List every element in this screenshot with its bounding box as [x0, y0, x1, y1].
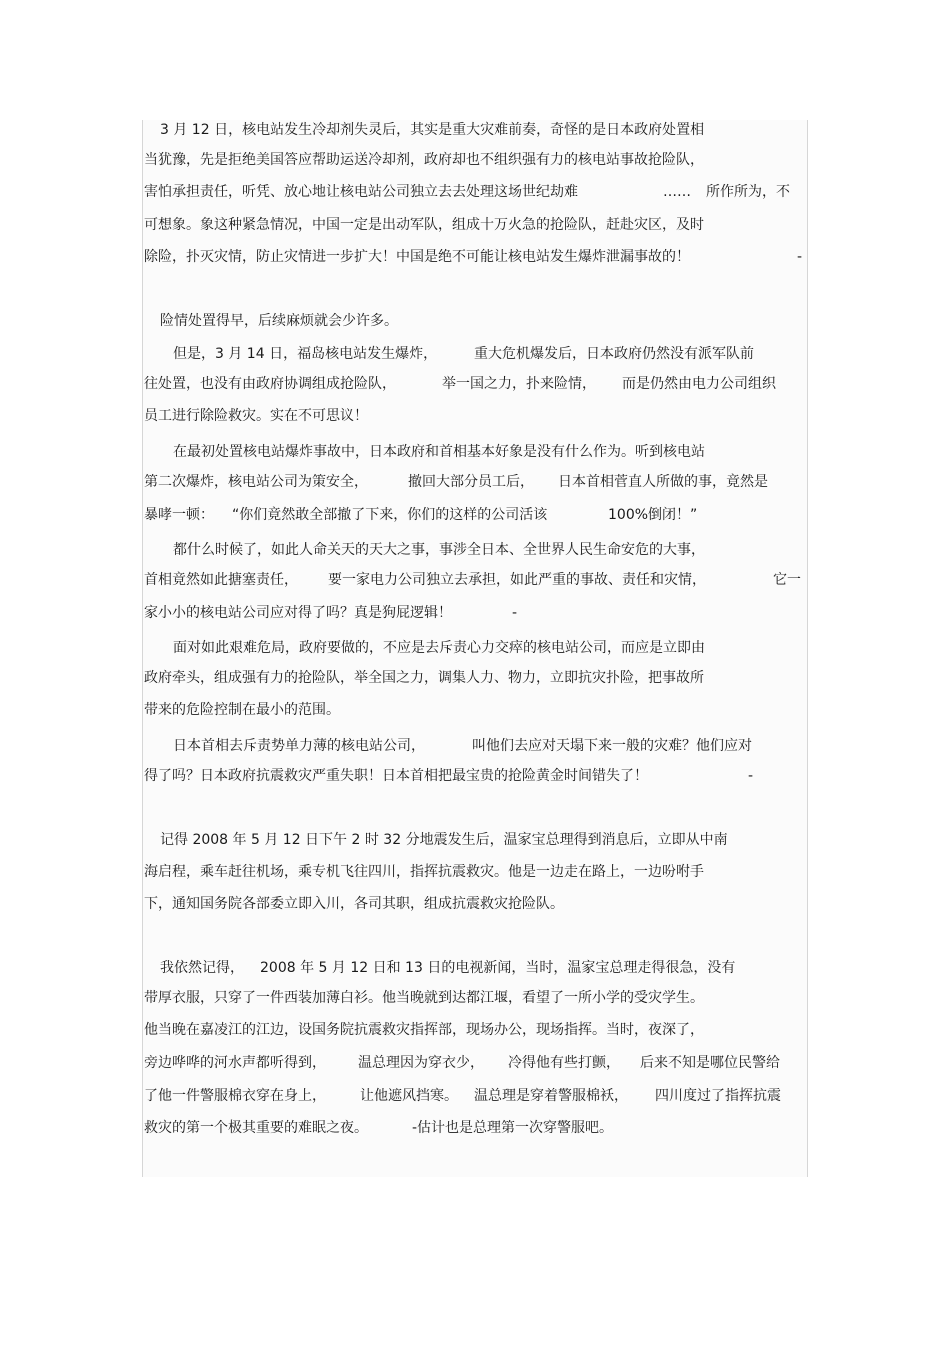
- text-line: 政府牵头，组成强有力的抢险队，举全国之力，调集人力、物力，立即抗灾扑险，把事故所: [144, 670, 704, 686]
- text-line: 叫他们去应对天塌下来一般的灾难？他们应对: [472, 738, 752, 754]
- text-line: 要一家电力公司独立去承担，如此严重的事故、责任和灾情，: [328, 572, 706, 588]
- text-line: 当犹豫，先是拒绝美国答应帮助运送冷却剂，政府却也不组织强有力的核电站事故抢险队，: [144, 152, 704, 168]
- text-line: 害怕承担责任，听凭、放心地让核电站公司独立去去处理这场世纪劫难: [144, 184, 578, 200]
- text-line: 让他遮风挡寒。: [360, 1088, 458, 1104]
- text-line: 暴哮一顿：: [144, 507, 214, 523]
- text-line: 撤回大部分员工后，: [408, 474, 534, 490]
- text-line: 我依然记得，: [160, 960, 244, 976]
- text-line: ……: [663, 184, 691, 200]
- text-line: -估计也是总理第一次穿警服吧。: [412, 1120, 614, 1136]
- text-line: 温总理因为穿衣少，: [358, 1055, 484, 1071]
- text-line: 日本首相去斥责势单力薄的核电站公司，: [173, 738, 425, 754]
- text-line: 旁边哗哗的河水声都听得到，: [144, 1055, 326, 1071]
- text-line: 带厚衣服，只穿了一件西装加薄白衫。他当晚就到达都江堰，看望了一所小学的受灾学生。: [144, 990, 704, 1006]
- text-line: 温总理是穿着警服棉袄，: [474, 1088, 628, 1104]
- text-line: 所作所为，不: [706, 184, 790, 200]
- text-line: 首相竟然如此搪塞责任，: [144, 572, 298, 588]
- text-line: 重大危机爆发后，日本政府仍然没有派军队前: [474, 346, 754, 362]
- text-line: 险情处置得早，后续麻烦就会少许多。: [160, 313, 398, 329]
- text-line: -: [748, 768, 754, 784]
- text-line: “你们竟然敢全部撤了下来，你们的这样的公司活该: [232, 507, 548, 523]
- text-line: 都什么时候了，如此人命关天的天大之事，事涉全日本、全世界人民生命安危的大事，: [173, 542, 705, 558]
- text-line: 在最初处置核电站爆炸事故中，日本政府和首相基本好象是没有什么作为。听到核电站: [173, 444, 705, 460]
- text-line: 日本首相菅直人所做的事，竟然是: [558, 474, 768, 490]
- text-line: 四川度过了指挥抗震: [655, 1088, 781, 1104]
- text-line: 冷得他有些打颤，: [508, 1055, 620, 1071]
- text-line: 后来不知是哪位民警给: [640, 1055, 780, 1071]
- text-line: 救灾的第一个极其重要的难眠之夜。: [144, 1120, 368, 1136]
- text-line: 面对如此艰难危局，政府要做的，不应是去斥责心力交瘁的核电站公司，而应是立即由: [173, 640, 705, 656]
- text-line: 2008 年 5 月 12 日和 13 日的电视新闻，当时，温家宝总理走得很急，没有: [260, 960, 736, 976]
- text-line: 记得 2008 年 5 月 12 日下午 2 时 32 分地震发生后，温家宝总理得到消息后，立即从中南: [160, 832, 728, 848]
- text-line: 举一国之力，扑来险情，: [442, 376, 596, 392]
- text-line: 3 月 12 日，核电站发生冷却剂失灵后，其实是重大灾难前奏，奇怪的是日本政府处置相: [160, 122, 705, 138]
- text-line: 第二次爆炸，核电站公司为策安全，: [144, 474, 368, 490]
- text-line: 下，通知国务院各部委立即入川，各司其职，组成抗震救灾抢险队。: [144, 896, 564, 912]
- text-line: 100%倒闭！”: [608, 507, 698, 523]
- text-line: 员工进行除险救灾。实在不可思议！: [144, 408, 368, 424]
- text-line: 他当晚在嘉凌江的江边，设国务院抗震救灾指挥部，现场办公，现场指挥。当时，夜深了，: [144, 1022, 704, 1038]
- text-line: 海启程，乘车赶往机场，乘专机飞往四川，指挥抗震救灾。他是一边走在路上，一边吩咐手: [144, 864, 704, 880]
- text-line: 家小小的核电站公司应对得了吗？真是狗屁逻辑！: [144, 605, 452, 621]
- text-line: 它一: [773, 572, 801, 588]
- text-line: -: [512, 605, 518, 621]
- text-line: 除险，扑灭灾情，防止灾情进一步扩大！中国是绝不可能让核电站发生爆炸泄漏事故的！: [144, 249, 690, 265]
- text-line: 可想象。象这种紧急情况，中国一定是出动军队，组成十万火急的抢险队，赶赴灾区，及时: [144, 217, 704, 233]
- text-line: 带来的危险控制在最小的范围。: [144, 702, 340, 718]
- text-line: 往处置，也没有由政府协调组成抢险队，: [144, 376, 396, 392]
- text-line: -: [797, 249, 803, 265]
- text-line: 而是仍然由电力公司组织: [622, 376, 776, 392]
- text-line: 但是，3 月 14 日，福岛核电站发生爆炸，: [173, 346, 438, 362]
- text-line: 了他一件警服棉衣穿在身上，: [144, 1088, 326, 1104]
- text-line: 得了吗？日本政府抗震救灾严重失职！日本首相把最宝贵的抢险黄金时间错失了！: [144, 768, 648, 784]
